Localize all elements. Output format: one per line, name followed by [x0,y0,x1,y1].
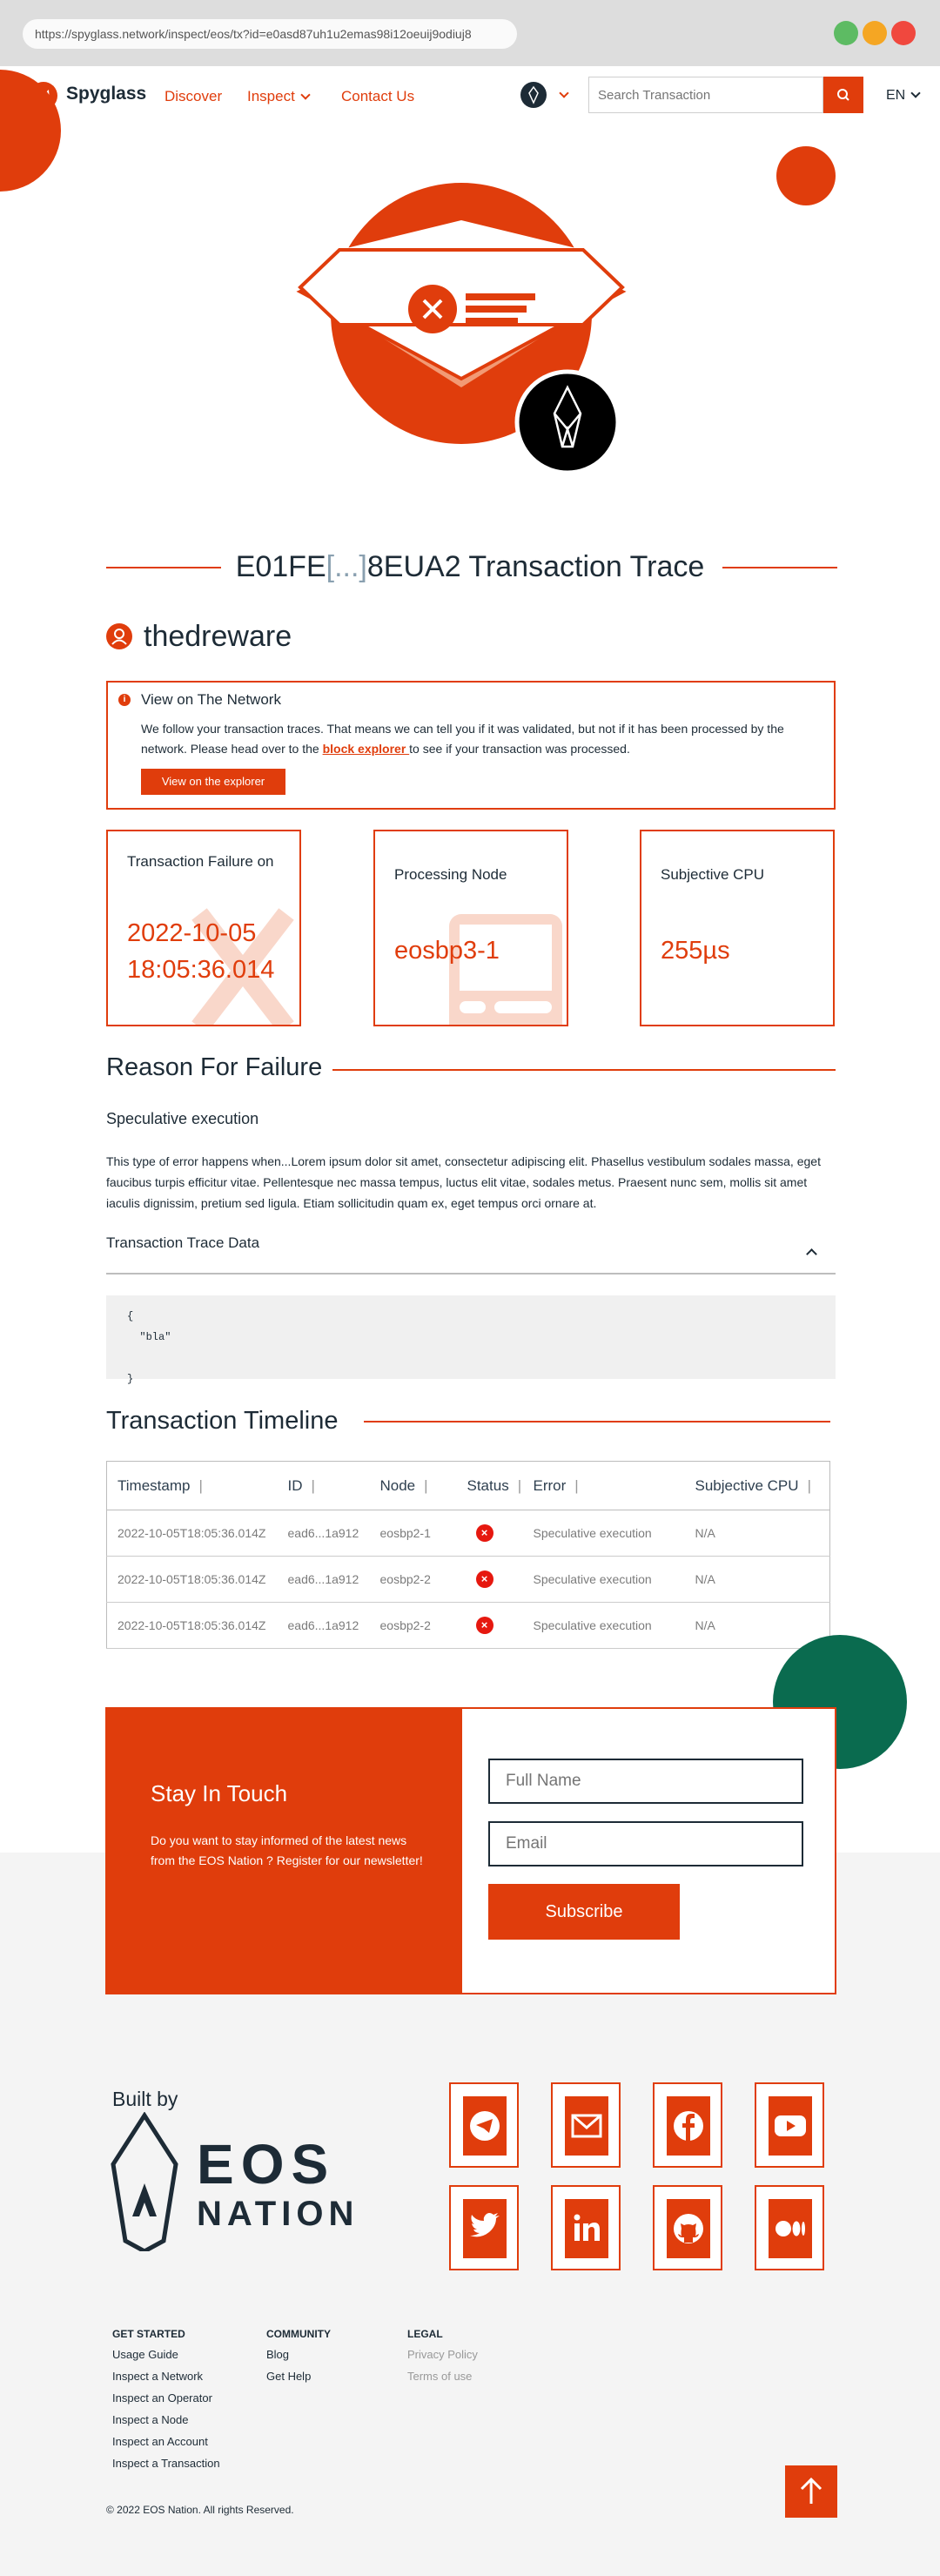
card-label: Subjective CPU [661,866,765,883]
facebook-icon [667,2096,710,2156]
linkedin-button[interactable] [551,2185,621,2270]
tx-id-ellipsis: [...] [326,550,367,583]
info-text [141,719,820,759]
cell-cpu: N/A [685,1603,830,1649]
twitter-button[interactable] [449,2185,519,2270]
card-label: Transaction Failure on [127,853,274,870]
cell-error: Speculative execution [523,1603,685,1649]
cell-cpu: N/A [685,1557,830,1603]
column-header[interactable] [278,1462,370,1510]
column-label: Error [533,1476,567,1494]
footer-link-inspect-node[interactable]: Inspect a Node [112,2413,189,2426]
youtube-button[interactable] [755,2082,824,2168]
window-dot-green[interactable] [834,21,858,45]
window-dot-yellow[interactable] [863,21,887,45]
reason-heading: Reason For Failure [106,1053,323,1081]
error-status-icon: × [476,1570,494,1588]
card-value[interactable]: eosbp3-1 [394,937,500,965]
language-label: EN [886,88,906,103]
cell-id[interactable]: ead6...1a912 [278,1510,370,1557]
twitter-icon [463,2199,507,2258]
nav-inspect-label: Inspect [247,88,295,104]
block-explorer-link[interactable]: block explorer [322,742,410,756]
footer-link-privacy[interactable]: Privacy Policy [407,2348,478,2361]
failure-card [106,830,301,1026]
cell-error: Speculative execution [523,1557,685,1603]
nav-discover[interactable]: Discover [164,88,223,104]
view-explorer-button[interactable]: View on the explorer [141,769,285,795]
divider [332,1069,836,1071]
table-row[interactable] [107,1603,830,1649]
email-button[interactable] [551,2082,621,2168]
facebook-button[interactable] [653,2082,722,2168]
cell-node[interactable]: eosbp2-2 [370,1603,457,1649]
table-row[interactable] [107,1510,830,1557]
arrow-up-icon [785,2465,837,2518]
language-selector[interactable] [886,88,919,104]
column-label: Status [467,1476,509,1494]
failed-transaction-illustration [287,170,635,501]
footer-link-get-help[interactable]: Get Help [266,2370,312,2383]
cell-node[interactable]: eosbp2-1 [370,1510,457,1557]
cell-timestamp: 2022-10-05T18:05:36.014Z [107,1603,278,1649]
logo-word-eos: EOS [197,2133,336,2196]
search-input[interactable] [588,77,823,113]
footer-col-title: LEGAL [407,2328,443,2340]
user-icon [106,623,132,649]
divider [106,1273,836,1275]
window-dot-red[interactable] [891,21,916,45]
trace-code-block[interactable]: { "bla" } [106,1295,836,1379]
cell-cpu: N/A [685,1510,830,1557]
table-header-row [107,1462,830,1510]
copyright: © 2022 EOS Nation. All rights Reserved. [106,2504,294,2516]
cell-status [457,1557,523,1603]
cell-status [457,1510,523,1557]
newsletter-text: Do you want to stay informed of the latest news from the EOS Nation ? Register for our newsletter! [151,1833,423,1867]
cpu-card [640,830,835,1026]
timeline-heading: Transaction Timeline [106,1407,339,1435]
mail-icon [565,2096,608,2156]
column-separator: | [311,1476,315,1494]
node-card [373,830,568,1026]
footer-link-inspect-network[interactable]: Inspect a Network [112,2370,204,2383]
logo-word-nation: NATION [197,2195,359,2233]
scroll-to-top-button[interactable] [785,2465,837,2518]
column-header[interactable] [685,1462,830,1510]
medium-icon [769,2199,812,2258]
telegram-icon [463,2096,507,2156]
info-text-after: to see if your transaction was processed. [409,742,630,756]
footer-link-usage-guide[interactable]: Usage Guide [112,2348,178,2361]
column-label: Subjective CPU [695,1476,799,1494]
info-title: View on The Network [141,691,281,708]
footer-link-inspect-transaction[interactable]: Inspect a Transaction [112,2457,220,2470]
youtube-icon [769,2096,812,2156]
search-icon [823,77,863,113]
nav-contact[interactable]: Contact Us [341,88,415,104]
column-header[interactable] [370,1462,457,1510]
email-field[interactable] [488,1821,803,1866]
cell-status [457,1603,523,1649]
network-chevron[interactable] [554,88,567,104]
info-text-before: We follow your transaction traces. That means we can tell you if it was validated, but not if it has been processed by the network. Please head over to the [141,722,784,756]
column-separator: | [424,1476,428,1494]
column-separator: | [807,1476,811,1494]
column-label: Timestamp [118,1476,191,1494]
error-status-icon: × [476,1524,494,1542]
reason-text: This type of error happens when...Lorem ipsum dolor sit amet, consectetur adipiscing elit. Phasellus vestibulum sodales massa, eget faucibus turpis efficitur vitae. Pellentesque nec massa tempus, luctus elit vitae, sodales metus. Praesent nunc sem, mollis sit amet iaculis dignissim, pretium sed ligula. Etiam sollicitudin quam ex, eget tempus orci ornare at. [106,1154,821,1210]
footer-link-inspect-account[interactable]: Inspect an Account [112,2435,208,2448]
column-header[interactable] [523,1462,685,1510]
card-value: 255µs [661,937,730,965]
network-selector[interactable] [520,82,547,108]
column-separator: | [198,1476,203,1494]
nav-inspect[interactable] [247,88,309,105]
error-status-icon: × [476,1617,494,1634]
github-icon [667,2199,710,2258]
footer-link-blog[interactable]: Blog [266,2348,290,2361]
tx-id-prefix: E01FE [235,550,326,583]
tx-title-suffix: 8EUA2 Transaction Trace [366,550,705,583]
subscribe-button[interactable]: Subscribe [488,1884,680,1940]
column-label: ID [287,1476,303,1494]
eos-nation-logo[interactable] [106,2112,393,2251]
footer-link-inspect-operator[interactable]: Inspect an Operator [112,2391,212,2404]
brand-name[interactable]: Spyglass [66,84,147,104]
cell-node[interactable]: eosbp2-2 [370,1557,457,1603]
full-name-field[interactable] [488,1759,803,1804]
cell-id[interactable]: ead6...1a912 [278,1557,370,1603]
github-button[interactable] [653,2185,722,2270]
medium-button[interactable] [755,2185,824,2270]
divider [364,1421,830,1423]
footer-link-terms[interactable]: Terms of use [407,2370,473,2383]
address-bar[interactable]: https://spyglass.network/inspect/eos/tx?id=e0asd87uh1u2emas98i12oeuij9odiuj8 [23,19,517,49]
cell-timestamp: 2022-10-05T18:05:36.014Z [107,1557,278,1603]
chevron-down-icon [300,90,310,99]
reason-subheading: Speculative execution [106,1110,259,1127]
card-label: Processing Node [394,866,507,883]
info-icon: i [118,694,131,706]
column-header[interactable] [107,1462,278,1510]
column-separator: | [574,1476,579,1494]
account-name[interactable]: thedreware [144,620,292,653]
footer-col-title: GET STARTED [112,2328,185,2340]
trace-data-toggle[interactable]: Transaction Trace Data [106,1234,260,1251]
linkedin-icon [565,2199,608,2258]
footer-col-title: COMMUNITY [266,2328,331,2340]
timeline-table [106,1461,830,1649]
chevron-down-icon [911,88,921,98]
column-separator: | [517,1476,522,1494]
built-by-label: Built by [112,2088,178,2110]
decorative-circle [776,146,836,205]
newsletter-title: Stay In Touch [151,1780,288,1806]
cell-id[interactable]: ead6...1a912 [278,1603,370,1649]
column-label: Node [379,1476,416,1494]
cell-timestamp: 2022-10-05T18:05:36.014Z [107,1510,278,1557]
card-value: 2022-10-05 18:05:36.014 [127,919,275,984]
telegram-button[interactable] [449,2082,519,2168]
cell-error: Speculative execution [523,1510,685,1557]
chevron-down-icon [559,88,568,98]
table-row[interactable] [107,1557,830,1603]
search-button[interactable] [823,77,863,113]
column-header[interactable] [457,1462,523,1510]
chevron-up-icon[interactable] [806,1248,817,1260]
page-title [0,550,940,584]
